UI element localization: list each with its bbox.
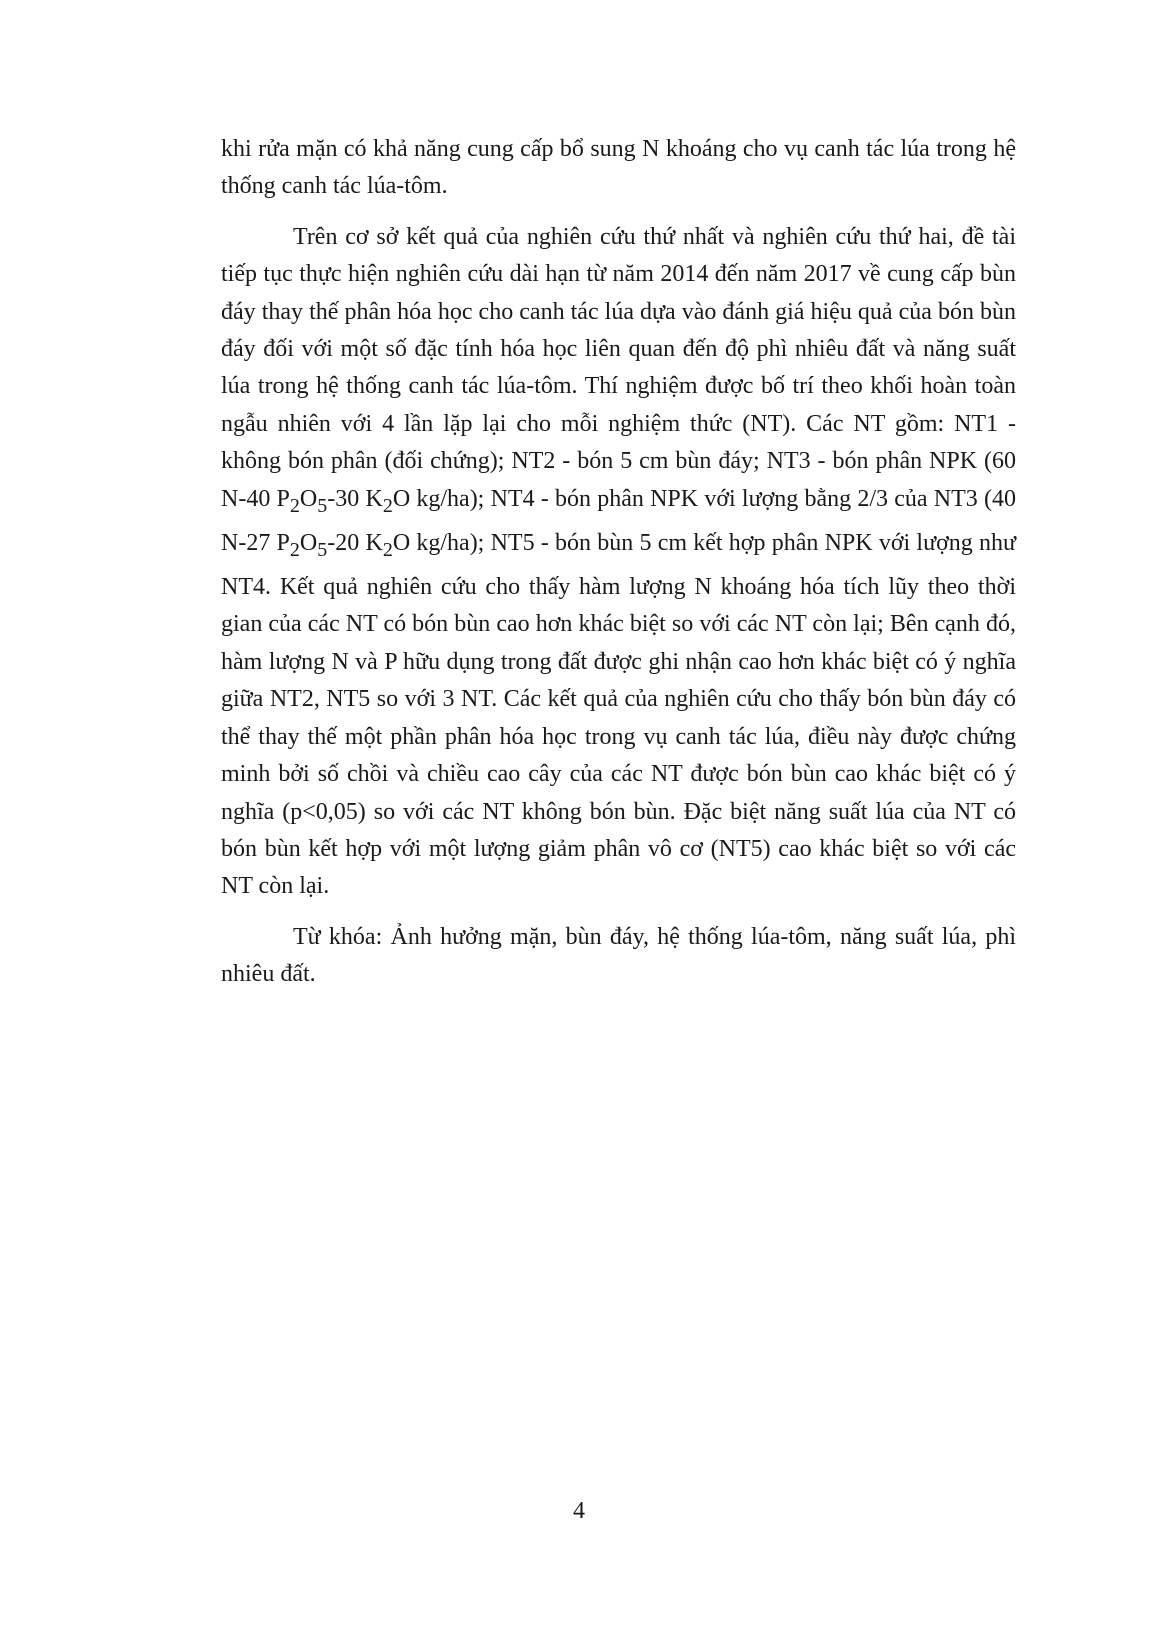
abstract-text: O bbox=[299, 529, 318, 556]
subscript: 2 bbox=[382, 538, 393, 561]
subscript: 2 bbox=[289, 494, 300, 517]
abstract-text: O kg/ha); NT4 - bón phân NPK với lượng bằng 2/3 của NT3 (40 N-27 P bbox=[221, 485, 1017, 556]
page-number: 4 bbox=[573, 1498, 585, 1524]
paragraph-keywords: Từ khóa: Ảnh hưởng mặn, bùn đáy, hệ thống lúa-tôm, năng suất lúa, phì nhiêu đất. bbox=[221, 923, 1016, 988]
abstract-text: -30 K bbox=[327, 485, 383, 512]
document-body bbox=[221, 131, 1016, 1007]
abstract-text: Trên cơ sở kết quả của nghiên cứu thứ nhất và nghiên cứu thứ hai, đề tài tiếp tục thực hiện nghiên cứu dài hạn từ năm 2014 đến năm 2017 về cung cấp bùn đáy thay thế phân hóa học cho canh tác lúa dựa vào đánh giá hiệu quả của bón bùn đáy đối với một số đặc tính hóa học liên quan đến độ phì nhiêu đất và năng suất lúa trong hệ thống canh tác lúa-tôm. Thí nghiệm được bố trí theo khối hoàn toàn ngẫu nhiên với 4 lần lặp lại cho mỗi nghiệm thức (NT). Các NT gồm: NT1 - không bón phân (đối chứng); NT2 - bón 5 cm bùn đáy; NT3 - bón phân NPK (60 N-40 P bbox=[221, 223, 1016, 512]
abstract-text: O kg/ha); NT5 - bón bùn 5 cm kết hợp phân NPK với lượng như NT4. Kết quả nghiên cứu cho thấy hàm lượng N khoáng hóa tích lũy theo thời gian của các NT có bón bùn cao hơn khác biệt so với các NT còn lại; Bên cạnh đó, hàm lượng N và P hữu dụng trong đất được ghi nhận cao hơn khác biệt có ý nghĩa giữa NT2, NT5 so với 3 NT. Các kết quả của nghiên cứu cho thấy bón bùn đáy có thể thay thế một phần phân hóa học trong vụ canh tác lúa, điều này được chứng minh bởi số chồi và chiều cao cây của các NT được bón bùn cao khác biệt có ý nghĩa (p<0,05) so với các NT không bón bùn. Đặc biệt năng suất lúa của NT có bón bùn kết hợp với một lượng giảm phân vô cơ (NT5) cao khác biệt so với các NT còn lại. bbox=[221, 529, 1017, 900]
abstract-text: -20 K bbox=[327, 529, 383, 556]
subscript: 2 bbox=[289, 538, 300, 561]
subscript: 5 bbox=[317, 538, 328, 561]
paragraph-continuation: khi rửa mặn có khả năng cung cấp bổ sung N khoáng cho vụ canh tác lúa trong hệ thống canh tác lúa-tôm. bbox=[221, 136, 1016, 200]
abstract-text: O bbox=[299, 485, 318, 512]
subscript: 2 bbox=[382, 494, 393, 517]
subscript: 5 bbox=[317, 494, 328, 517]
paragraph-abstract bbox=[221, 219, 1016, 906]
